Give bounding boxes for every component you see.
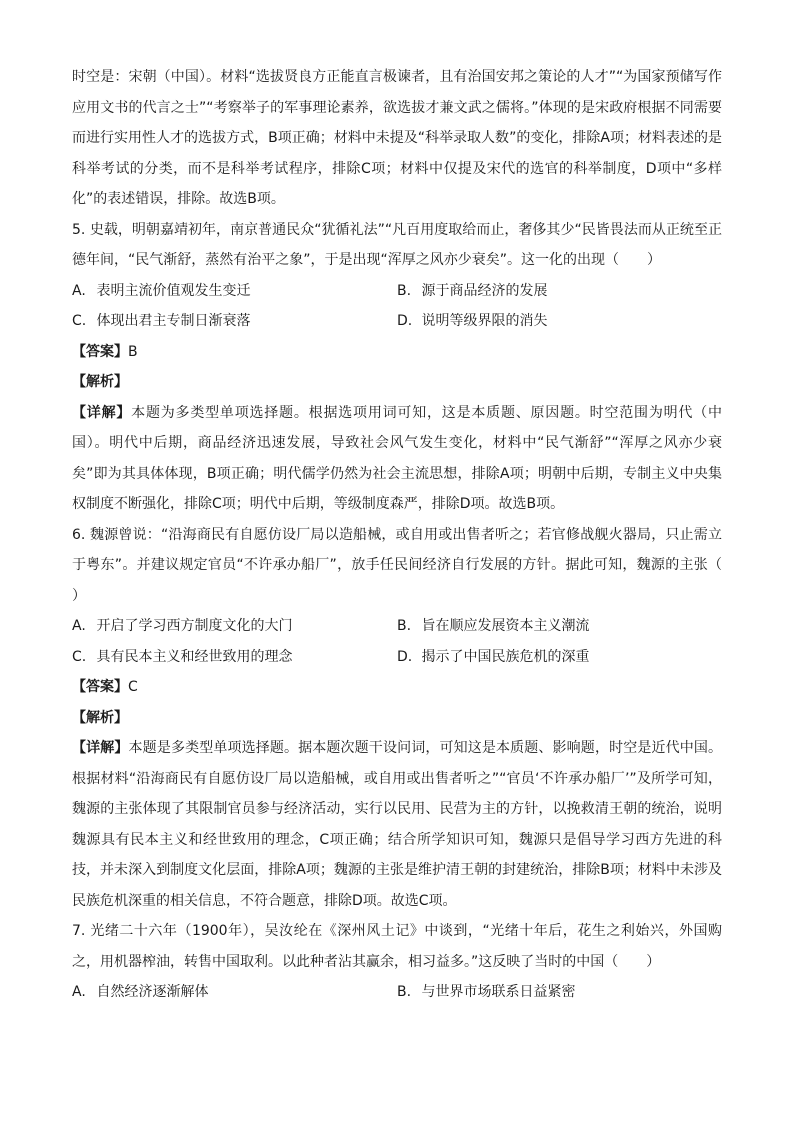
option-c: C. 体现出君主专制日渐衰落 xyxy=(72,313,251,329)
q4-explanation-tail: 时空是：宋朝（中国）。材料“选拔贤良方正能直言极谏者，且有治国安邦之策论的人才”“为国家预储写作应用文书的代言之士”“考察举子的军事理论素养，欲选拔才兼文武之儒将。”体现的是宋政府根据不同需要而进行实用性人才的选拔方式，B项正确；材料中未提及“科举录取人数”的变化，排除A项；材料表述的是科举考试的分类，而不是科举考试程序，排除C项；材料中仅提及宋代的选官的科举制度，D项中“多样化”的表述错误，排除。故选B项。 xyxy=(72,69,722,207)
option-b: B. 旨在顺应发展资本主义潮流 xyxy=(397,618,590,634)
option-b: B. 源于商品经济的发展 xyxy=(397,282,548,299)
option-b: B. 与世界市场联系日益紧密 xyxy=(397,984,576,1000)
question-5-detail xyxy=(72,398,722,520)
question-6-options-row-1 xyxy=(72,611,722,642)
question-5-answer xyxy=(72,337,722,368)
option-a: A. 开启了学习西方制度文化的大门 xyxy=(72,618,293,634)
detail-text: 本题为多类型单项选择题。根据选项用词可知，这是本质题、原因题。时空范围为明代（中国）。明代中后期，商品经济迅速发展，导致社会风气发生变化，材料中“民气渐舒”“浑厚之风亦少衰矣”即为其具体体现，B项正确；明代儒学仍然为社会主流思想，排除A项；明朝中后期，专制主义中央集权制度不断强化，排除C项；明代中后期，等级制度森严，排除D项。故选B项。 xyxy=(72,404,723,512)
answer-value: C xyxy=(128,679,138,695)
document-body xyxy=(72,62,750,1008)
question-5-options-row-1 xyxy=(72,276,722,307)
detail-text: 本题是多类型单项选择题。据本题次题干设问词，可知这是本质题、影响题，时空是近代中国。根据材料“沿海商民有自愿仿设厂局以造船械，或自用或出售者听之”“官员‘不许承办船厂’”及所学可知，魏源的主张体现了其限制官员参与经济活动，实行以民用、民营为主的方针，以挽救清王朝的统治，说明魏源具有民本主义和经世致用的理念，C项正确；结合所学知识可知，魏源只是倡导学习西方先进的科技，并未深入到制度文化层面，排除A项；魏源的主张是维护清王朝的封建统治，排除B项；材料中未涉及民族危机深重的相关信息，不符合题意，排除D项。故选C项。 xyxy=(72,740,723,909)
option-d: D. 揭示了中国民族危机的深重 xyxy=(397,648,590,665)
option-a: A. 自然经济逐渐解体 xyxy=(72,984,209,1000)
answer-value: B xyxy=(128,343,138,360)
detail-label: 【详解】 xyxy=(72,404,132,421)
question-6-stem: 6. 魏源曾说：“沿海商民有自愿仿设厂局以造船械，或自用或出售者听之；若官修战舰火器局，只止需立于粤东”。并建议规定官员“不许承办船厂”，放手任民间经济自行发展的方针。据此可知，魏源的主张（ ） xyxy=(72,526,750,604)
question-6-answer xyxy=(72,672,722,703)
question-5-options-row-2 xyxy=(72,306,722,337)
question-5-analysis-label: 【解析】 xyxy=(72,374,128,390)
option-c: C. 具有民本主义和经世致用的理念 xyxy=(72,648,293,665)
answer-label: 【答案】 xyxy=(72,343,128,360)
question-7-stem: 7. 光绪二十六年（1900年），吴汝纶在《深州风土记》中谈到，“光绪十年后，花生之利始兴，外国购之，用机器榨油，转售中国取利。以此种者沾其赢余，相习益多。”这反映了当时的中国（ ） xyxy=(72,923,722,970)
option-d: D. 说明等级界限的消失 xyxy=(397,313,548,329)
question-6-detail xyxy=(72,733,722,916)
question-5-stem: 5. 史载，明朝嘉靖初年，南京普通民众“犹循礼法”“凡百用度取给而止，奢侈其少“民皆畏法而从正统至正德年间，“民气渐舒，蒸然有治平之象”，于是出现“浑厚之风亦少衰矣”。这一化的出现（ ） xyxy=(72,221,722,268)
option-a: A. 表明主流价值观发生变迁 xyxy=(72,282,251,299)
detail-label: 【详解】 xyxy=(72,740,129,756)
question-7-options-row-1 xyxy=(72,977,722,1008)
question-6-analysis-label: 【解析】 xyxy=(72,709,128,726)
question-6-options-row-2 xyxy=(72,642,722,673)
answer-label: 【答案】 xyxy=(72,679,128,695)
